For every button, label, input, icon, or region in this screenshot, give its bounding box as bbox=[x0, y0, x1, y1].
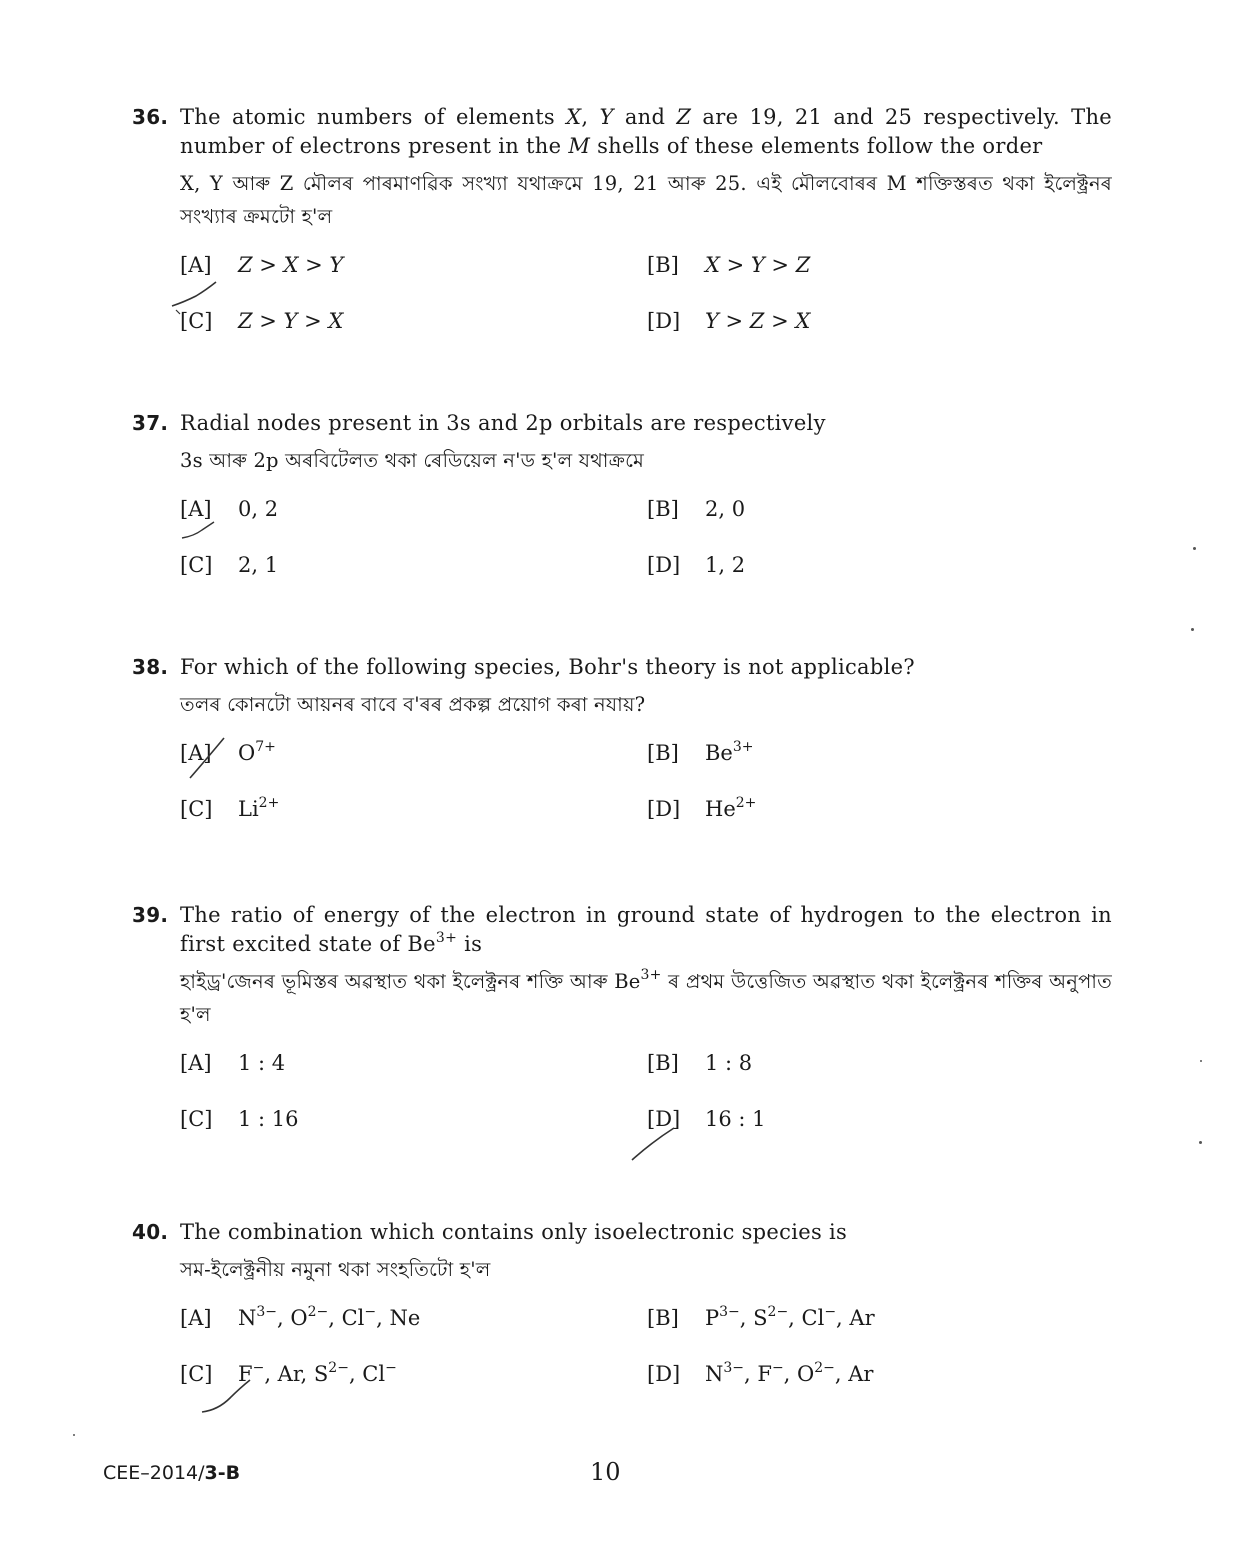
question-text-english: The atomic numbers of elements X, Y and Z are 19, 21 and 25 respectively. The number of electrons present in the M shells of these elements follow the order bbox=[180, 105, 1113, 158]
option-d[interactable]: [D] 16 : 1 bbox=[647, 1107, 766, 1131]
question-text-assamese: 3s আৰু 2p অৰবিটেলত থকা ৰেডিয়েল ন'ড হ'ল যথাক্ৰমে bbox=[180, 449, 645, 472]
page-number: 10 bbox=[590, 1458, 621, 1486]
options bbox=[180, 495, 1112, 607]
scan-speck bbox=[1193, 547, 1196, 550]
option-c[interactable]: [C] 2, 1 bbox=[180, 553, 279, 577]
options bbox=[180, 739, 1112, 851]
question-text-english: Radial nodes present in 3s and 2p orbitals are respectively bbox=[180, 411, 826, 435]
question-38 bbox=[132, 653, 1112, 851]
options bbox=[180, 1049, 1112, 1161]
option-b[interactable]: [B] 1 : 8 bbox=[647, 1051, 753, 1075]
question-37 bbox=[132, 409, 1112, 607]
option-b[interactable]: [B] 2, 0 bbox=[647, 497, 746, 521]
options bbox=[180, 1304, 1112, 1416]
scan-speck bbox=[1191, 628, 1194, 631]
option-d[interactable]: [D] Y > Z > X bbox=[647, 309, 811, 333]
question-number: 36. bbox=[132, 105, 169, 129]
scan-speck bbox=[73, 1434, 75, 1436]
question-36 bbox=[132, 103, 1112, 363]
option-d[interactable]: [D] $He^{2+}$ bbox=[647, 795, 757, 821]
question-text-assamese: তলৰ কোনটো আয়নৰ বাবে ব'ৰৰ প্ৰকল্প প্ৰয়োগ কৰা নযায়? bbox=[180, 693, 646, 716]
question-number: 37. bbox=[132, 411, 169, 435]
question-text-english: The combination which contains only isoelectronic species is bbox=[180, 1220, 848, 1244]
option-a[interactable]: [A] 0, 2 bbox=[180, 497, 279, 521]
options bbox=[180, 251, 1112, 363]
question-40 bbox=[132, 1218, 1112, 1416]
question-text-english: The ratio of energy of the electron in ground state of hydrogen to the electron in first excited state of $Be^{3+}$ is bbox=[180, 903, 1112, 956]
option-c[interactable]: [C] Z > Y > X bbox=[180, 309, 344, 333]
option-d[interactable]: [D] $N^{3-}$, F−, $O^{2-}$, Ar bbox=[647, 1360, 874, 1386]
question-number: 39. bbox=[132, 903, 169, 927]
option-a[interactable]: [A] $O^{7+}$ bbox=[180, 739, 276, 765]
option-a[interactable]: [A] Z > X > Y bbox=[180, 253, 344, 277]
option-a[interactable]: [A] $N^{3-}$, $O^{2-}$, Cl−, Ne bbox=[180, 1304, 421, 1330]
question-39 bbox=[132, 901, 1112, 1161]
scan-speck bbox=[1200, 1060, 1202, 1062]
option-c[interactable]: [C] 1 : 16 bbox=[180, 1107, 299, 1131]
scan-speck bbox=[1199, 1141, 1202, 1144]
question-text-assamese: X, Y আৰু Z মৌলৰ পাৰমাণৱিক সংখ্যা যথাক্ৰমে 19, 21 আৰু 25. এই মৌলবোৰৰ M শক্তিস্তৰত থকা ইলেক্ট্ৰনৰ সংখ্যাৰ ক্ৰমটো হ'ল bbox=[180, 172, 1112, 228]
option-a[interactable]: [A] 1 : 4 bbox=[180, 1051, 286, 1075]
option-b[interactable]: [B] $Be^{3+}$ bbox=[647, 739, 754, 765]
option-c[interactable]: [C] $Li^{2+}$ bbox=[180, 795, 280, 821]
question-number: 38. bbox=[132, 655, 169, 679]
exam-code: CEE–2014/3-B bbox=[103, 1462, 241, 1484]
question-text-assamese: সম-ইলেক্ট্ৰনীয় নমুনা থকা সংহতিটো হ'ল bbox=[180, 1258, 491, 1281]
question-number: 40. bbox=[132, 1220, 169, 1244]
option-c[interactable]: [C] F−, Ar, $S^{2-}$, Cl− bbox=[180, 1360, 397, 1386]
question-text-assamese: হাইড্ৰ'জেনৰ ভূমিস্তৰ অৱস্থাত থকা ইলেক্ট্ৰনৰ শক্তি আৰু $Be^{3+}$ ৰ প্ৰথম উত্তেজিত অৱস্থাত থকা ইলেক্ট্ৰনৰ শক্তিৰ অনুপাত হ'ল bbox=[180, 967, 1112, 1026]
option-b[interactable]: [B] X > Y > Z bbox=[647, 253, 811, 277]
option-b[interactable]: [B] $P^{3-}$, $S^{2-}$, Cl−, Ar bbox=[647, 1304, 875, 1330]
option-d[interactable]: [D] 1, 2 bbox=[647, 553, 746, 577]
question-text-english: For which of the following species, Bohr's theory is not applicable? bbox=[180, 655, 915, 679]
